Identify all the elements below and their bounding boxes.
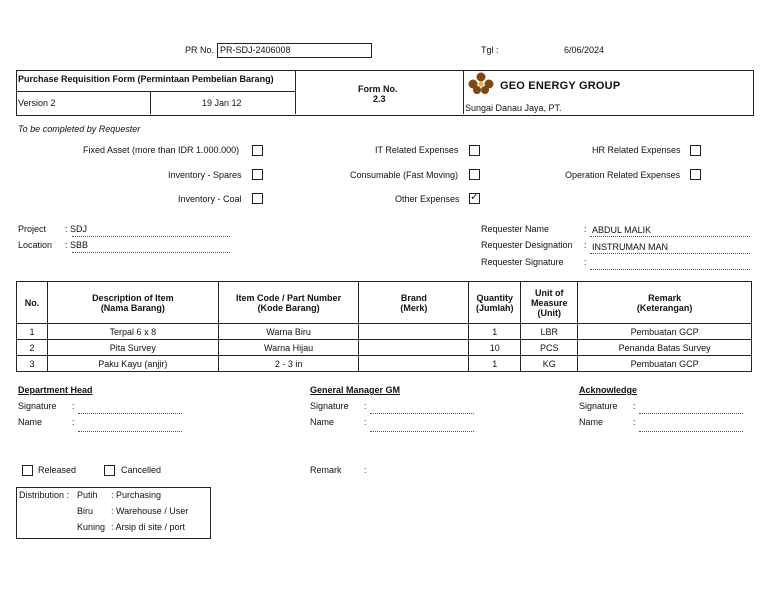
remark-label: Remark — [310, 465, 342, 475]
cancelled-label: Cancelled — [121, 465, 162, 475]
dept-name-line — [78, 431, 182, 432]
inventory-coal-checkbox[interactable] — [252, 193, 263, 204]
cancelled-checkbox[interactable] — [104, 465, 115, 476]
gm-name-label: Name — [310, 417, 335, 427]
row-remark: Pembuatan GCP — [578, 324, 752, 340]
requester-designation-value: INSTRUMAN MAN — [592, 242, 668, 252]
requester-signature-line — [590, 269, 750, 270]
ack-name-line — [639, 431, 743, 432]
table-row — [17, 356, 752, 372]
project-label: Project — [18, 224, 47, 234]
tgl-value: 6/06/2024 — [564, 45, 605, 55]
form-title: Purchase Requisition Form (Permintaan Pembelian Barang) — [18, 74, 274, 84]
released-checkbox[interactable] — [22, 465, 33, 476]
row-no: 1 — [17, 324, 48, 340]
row-quantity: 10 — [469, 340, 521, 356]
location-value: : SBB — [65, 240, 89, 250]
row-remark: Pembuatan GCP — [578, 356, 752, 372]
requester-name-label: Requester Name — [481, 224, 550, 234]
released-label: Released — [38, 465, 77, 475]
ack-name-colon: : — [633, 417, 636, 427]
dept-signature-colon: : — [72, 401, 75, 411]
col-no-header: No. — [17, 282, 48, 324]
row-unit: LBR — [521, 324, 578, 340]
row-unit: KG — [521, 356, 578, 372]
requester-designation-label: Requester Designation — [481, 240, 573, 250]
fixed-asset-checkbox[interactable] — [252, 145, 263, 156]
col-brand-header: Brand (Merk) — [359, 282, 469, 324]
dept-signature-line — [78, 413, 182, 414]
dept-name-colon: : — [72, 417, 75, 427]
requester-signature-label: Requester Signature — [481, 257, 564, 267]
table-row — [17, 324, 752, 340]
col-description-header: Description of Item (Nama Barang) — [47, 282, 218, 324]
other-expenses-label: Other Expenses — [395, 194, 460, 204]
operation-related-label: Operation Related Expenses — [565, 170, 681, 180]
ack-signature-label: Signature — [579, 401, 618, 411]
ack-signature-colon: : — [633, 401, 636, 411]
project-value: : SDJ — [65, 224, 88, 234]
acknowledge-heading: Acknowledge — [579, 385, 638, 395]
operation-related-checkbox[interactable] — [690, 169, 701, 180]
row-no: 3 — [17, 356, 48, 372]
row-quantity: 1 — [469, 356, 521, 372]
table-header-row — [17, 282, 752, 324]
distribution-destination: : Arsip di site / port — [111, 522, 186, 532]
gm-name-line — [370, 431, 474, 432]
col-remark-header: Remark (Keterangan) — [578, 282, 752, 324]
ack-name-label: Name — [579, 417, 604, 427]
distribution-destination: : Warehouse / User — [111, 506, 189, 516]
row-description: Pita Survey — [47, 340, 218, 356]
general-manager-heading: General Manager GM — [310, 385, 401, 395]
gm-signature-label: Signature — [310, 401, 349, 411]
distribution-destination: : Purchasing — [111, 490, 162, 500]
header-divider-v1 — [150, 91, 151, 114]
row-quantity: 1 — [469, 324, 521, 340]
header-divider-h — [16, 91, 295, 92]
requester-designation-colon: : — [584, 240, 587, 250]
tgl-label: Tgl : — [481, 45, 499, 55]
form-no-value: 2.3 — [373, 94, 386, 104]
inventory-coal-label: Inventory - Coal — [178, 194, 242, 204]
requester-note: To be completed by Requester — [18, 124, 141, 134]
col-unit-header: Unit of Measure (Unit) — [521, 282, 578, 324]
inventory-spares-label: Inventory - Spares — [168, 170, 242, 180]
dept-signature-label: Signature — [18, 401, 57, 411]
row-item-code: 2 - 3 in — [218, 356, 359, 372]
version-date: 19 Jan 12 — [202, 98, 242, 108]
requester-signature-colon: : — [584, 257, 587, 267]
col-quantity-header: Quantity (Jumlah) — [469, 282, 521, 324]
row-remark: Penanda Batas Survey — [578, 340, 752, 356]
location-label: Location — [18, 240, 53, 250]
row-no: 2 — [17, 340, 48, 356]
company-name: GEO ENERGY GROUP — [500, 80, 621, 92]
requester-designation-line — [590, 253, 750, 254]
distribution-color: Kuning — [77, 522, 106, 532]
header-divider-v2 — [295, 70, 296, 114]
company-subsidiary: Sungai Danau Jaya, PT. — [465, 103, 562, 113]
row-description: Paku Kayu (anjir) — [47, 356, 218, 372]
gm-signature-line — [370, 413, 474, 414]
header-divider-v3 — [463, 70, 464, 114]
consumable-checkbox[interactable] — [469, 169, 480, 180]
dept-name-label: Name — [18, 417, 43, 427]
ack-signature-line — [639, 413, 743, 414]
row-description: Terpal 6 x 8 — [47, 324, 218, 340]
it-related-checkbox[interactable] — [469, 145, 480, 156]
col-item-code-header: Item Code / Part Number (Kode Barang) — [218, 282, 359, 324]
gm-signature-colon: : — [364, 401, 367, 411]
requester-name-value: ABDUL MALIK — [592, 225, 652, 235]
fixed-asset-label: Fixed Asset (more than IDR 1.000.000) — [83, 145, 240, 155]
other-expenses-checkbox[interactable] — [469, 193, 480, 204]
row-brand — [359, 324, 469, 340]
requester-name-line — [590, 236, 750, 237]
consumable-label: Consumable (Fast Moving) — [350, 170, 459, 180]
project-line — [72, 236, 230, 237]
department-head-heading: Department Head — [18, 385, 93, 395]
hr-related-label: HR Related Expenses — [592, 145, 681, 155]
hr-related-checkbox[interactable] — [690, 145, 701, 156]
distribution-color: Biru — [77, 506, 94, 516]
version-label: Version 2 — [18, 98, 56, 108]
distribution-color: Putih — [77, 490, 98, 500]
remark-colon: : — [364, 465, 367, 475]
it-related-label: IT Related Expenses — [375, 145, 459, 155]
table-row — [17, 340, 752, 356]
inventory-spares-checkbox[interactable] — [252, 169, 263, 180]
pr-label: PR No. : — [185, 45, 220, 55]
row-unit: PCS — [521, 340, 578, 356]
gm-name-colon: : — [364, 417, 367, 427]
row-brand — [359, 340, 469, 356]
distribution-label: Distribution : — [19, 490, 70, 500]
location-line — [72, 252, 230, 253]
pr-number-field[interactable]: PR-SDJ-2406008 — [217, 43, 372, 58]
requester-name-colon: : — [584, 224, 587, 234]
row-item-code: Warna Hijau — [218, 340, 359, 356]
row-item-code: Warna Biru — [218, 324, 359, 340]
form-no-label: Form No. — [358, 84, 398, 94]
company-logo-icon — [467, 72, 495, 94]
row-brand — [359, 356, 469, 372]
items-table — [16, 281, 752, 372]
